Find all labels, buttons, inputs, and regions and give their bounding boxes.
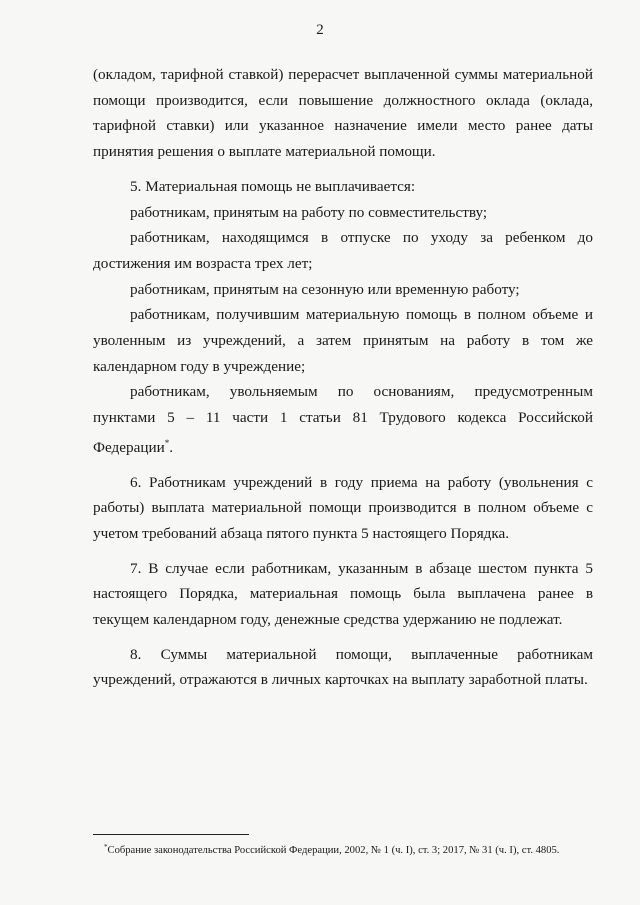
footnote — [104, 840, 604, 858]
paragraph-5-part-time: работникам, принятым на работу по совместительству; — [130, 203, 488, 221]
paragraph-continuation: (окладом, тарифной ставкой) перерасчет выплаченной суммы материальной помощи производится, если повышение должностного оклада (оклада, тарифной ставки) или указанное назначение имели место ранее даты принятия решения о выплате материальной помощи. — [93, 66, 593, 161]
paragraph-5-parental-leave: работникам, находящимся в отпуске по уходу за ребенком до достижения им возраста трех лет; — [93, 229, 593, 272]
footnote-marker: * — [104, 843, 108, 851]
page-number: 2 — [316, 22, 324, 38]
paragraph-5-dismissed: работникам, увольняемым по основаниям, предусмотренным пунктами 5 – 11 части 1 статьи 81 Трудового кодекса Российской Федерации*. — [93, 383, 593, 456]
paragraph-item-5: 5. Материальная помощь не выплачивается: — [130, 177, 416, 195]
paragraph-item-8: 8. Суммы материальной помощи, выплаченные работникам учреждений, отражаются в личных карточках на выплату заработной платы. — [93, 645, 593, 689]
footnote-reference: * — [164, 437, 170, 448]
paragraph-5-rehired: работникам, получившим материальную помощь в полном объеме и уволенным из учреждений, а затем принятым на работу в том же календарном году в учреждение; — [93, 306, 593, 375]
footnote-text: Собрание законодательства Российской Федерации, 2002, № 1 (ч. I), ст. 3; 2017, № 31 (ч. I), ст. 4805. — [107, 845, 560, 856]
body-text — [93, 62, 593, 693]
footnote-divider — [93, 834, 249, 835]
paragraph-5-dismissed-text: работникам, увольняемым по основаниям, предусмотренным пунктами 5 – 11 части 1 статьи 81 Трудового кодекса Российской Федерации — [93, 383, 593, 456]
paragraph-item-6: 6. Работникам учреждений в году приема на работу (увольнения с работы) выплата материальной помощи производится в полном объеме с учетом требований абзаца пятого пункта 5 настоящего Порядка. — [93, 473, 593, 542]
paragraph-5-seasonal: работникам, принятым на сезонную или временную работу; — [130, 280, 520, 298]
paragraph-item-7: 7. В случае если работникам, указанным в абзаце шестом пункта 5 настоящего Порядка, материальная помощь была выплачена ранее в текущем календарном году, денежные средства удержанию не подлежат. — [93, 559, 593, 629]
